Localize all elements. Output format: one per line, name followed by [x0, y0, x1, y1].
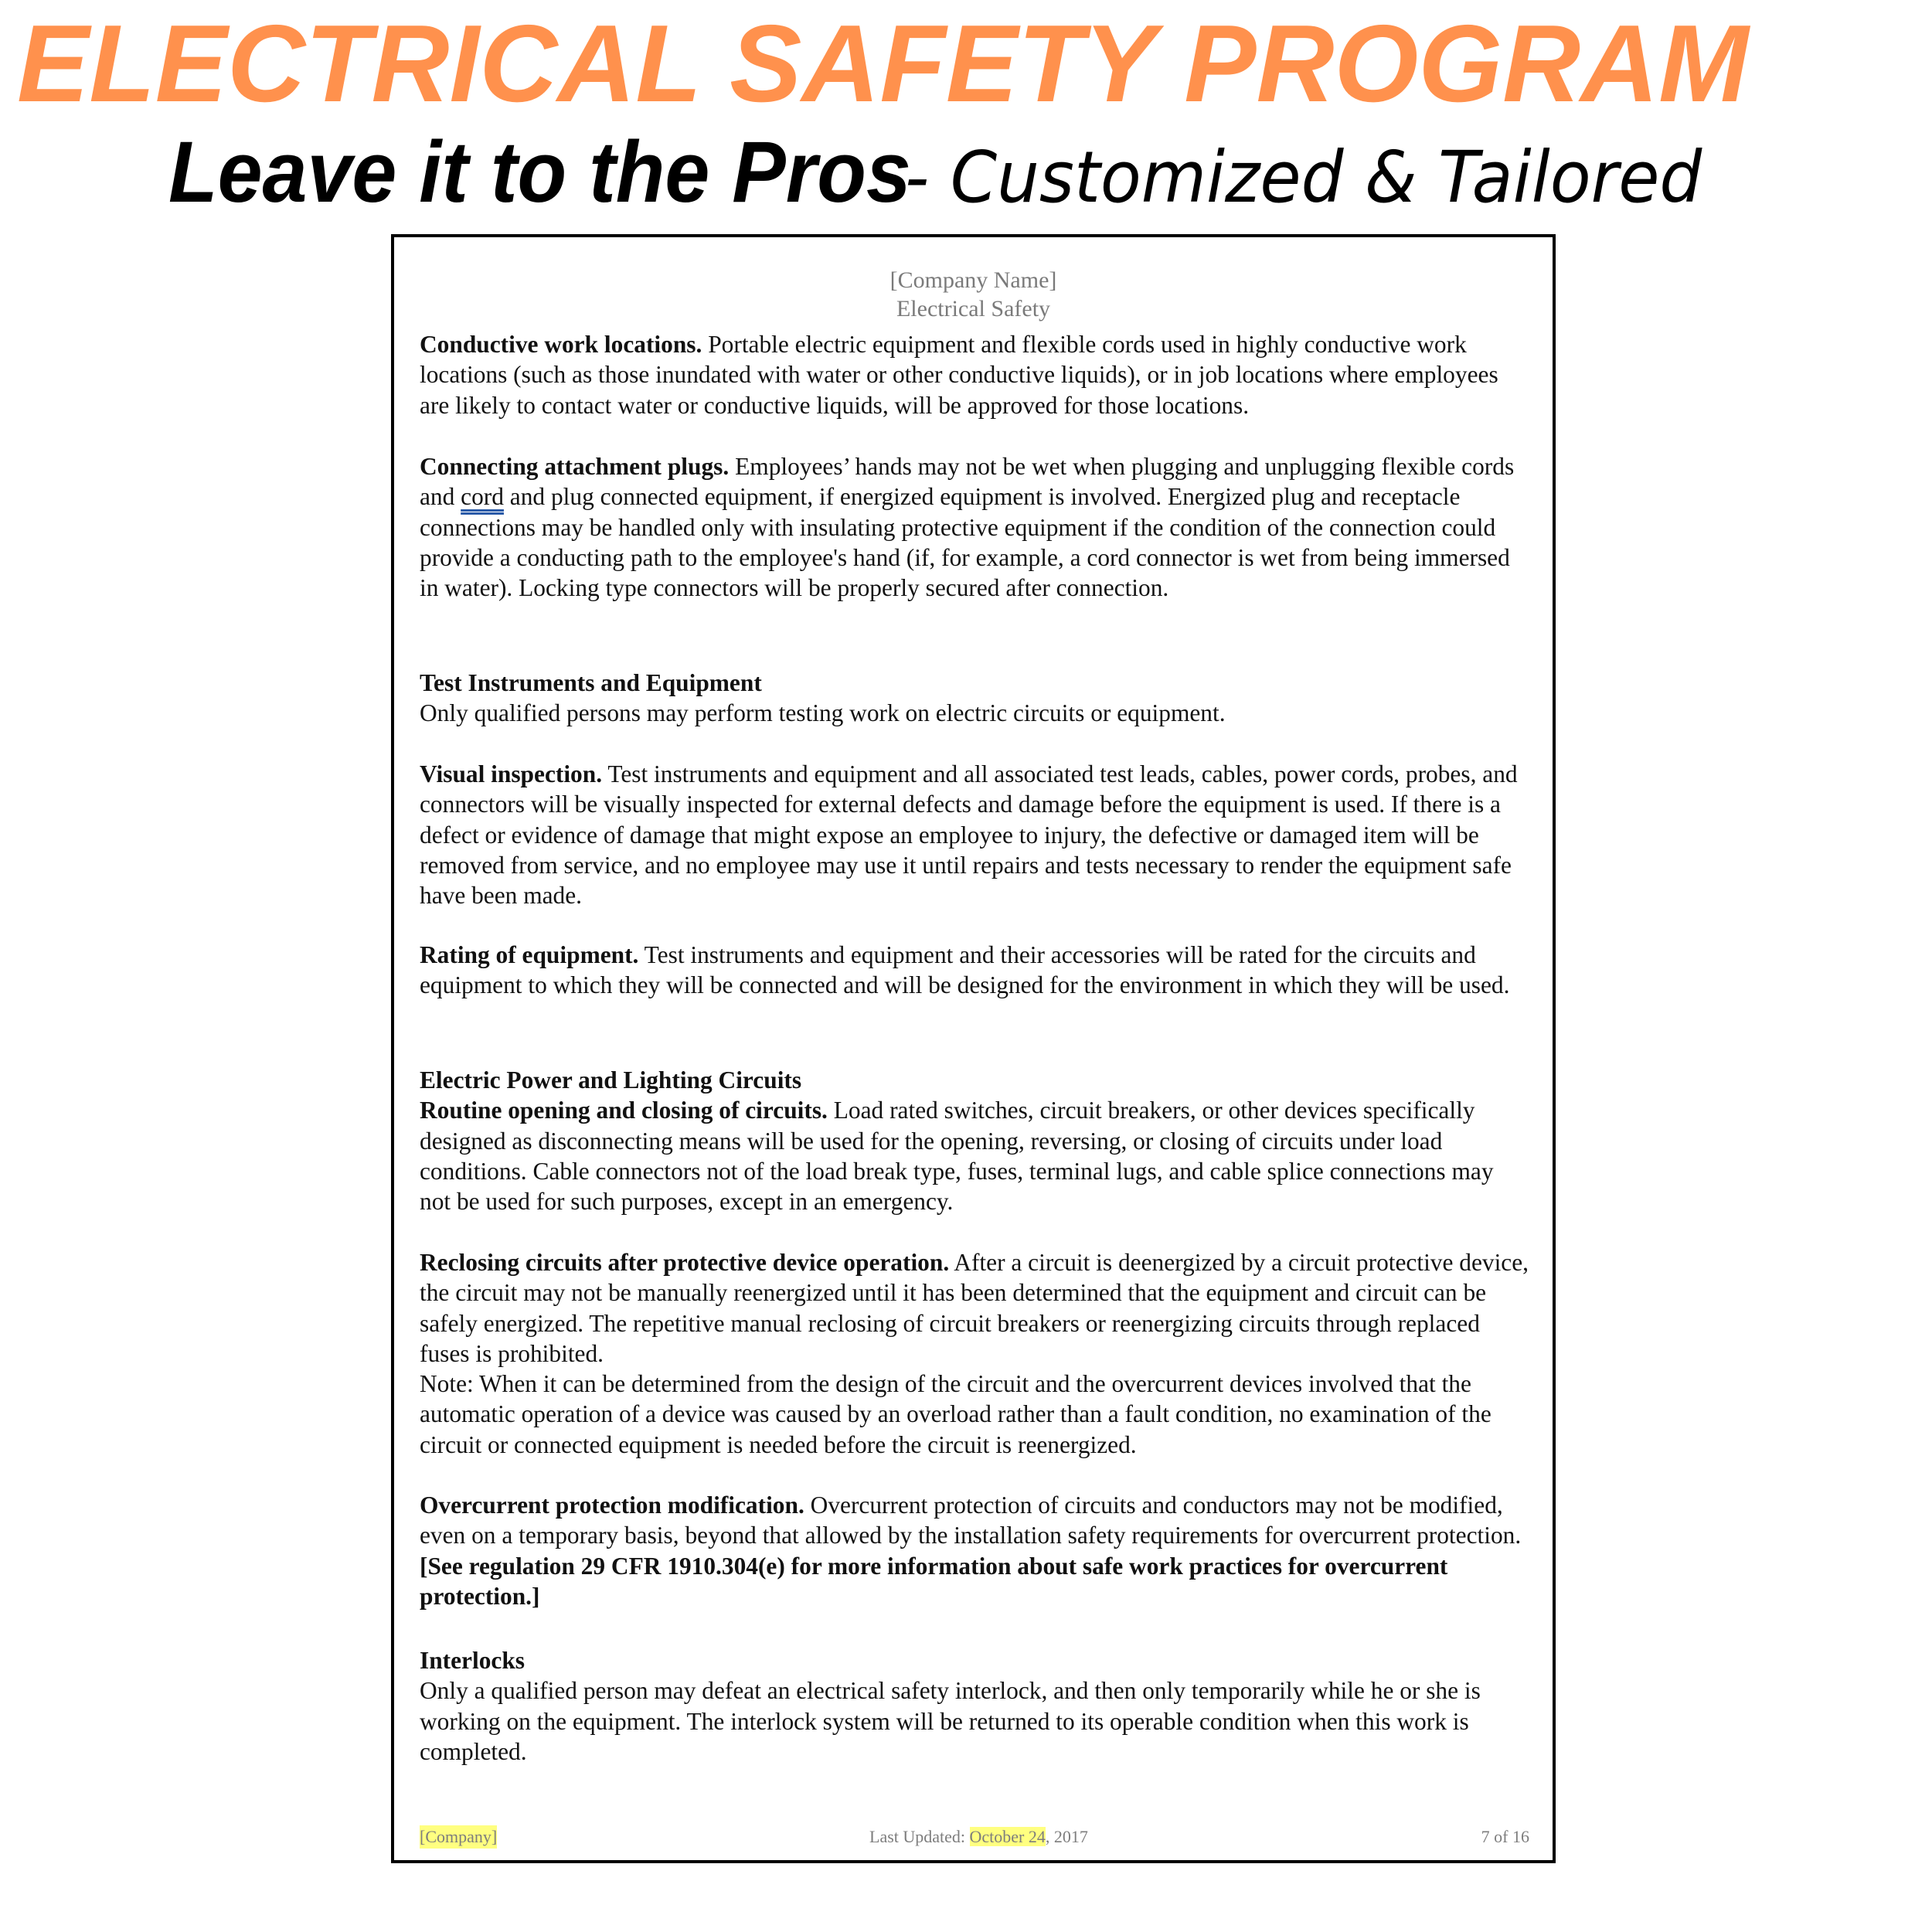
section-rating-of-equipment	[420, 940, 1529, 1001]
section-text: Employees’ hands may not be wet when plugging and unplugging flexible cords and	[420, 453, 1515, 511]
section-interlocks	[420, 1645, 1529, 1767]
section-text: Test instruments and equipment and all associated test leads, cables, power cords, probes, and connectors will be visually inspected for external defects and damage before the equipment is used. If there is a defect or evidence of damage that might expose an employee to injury, the defective or damaged item will be removed from service, and no employee may use it until repairs and tests necessary to render the equipment safe have been made.	[420, 760, 1518, 910]
section-heading: Interlocks	[420, 1647, 526, 1674]
section-electric-power-lighting	[420, 1065, 1529, 1216]
section-reclosing-circuits	[420, 1247, 1529, 1460]
footer-last-updated	[869, 1825, 1088, 1849]
section-lead: Overcurrent protection modification.	[420, 1492, 804, 1519]
grammar-flagged-word[interactable]: cord	[461, 483, 504, 511]
section-overcurrent-protection	[420, 1490, 1529, 1611]
section-heading: Test Instruments and Equipment	[420, 669, 762, 696]
section-heading: Electric Power and Lighting Circuits	[420, 1066, 802, 1094]
doc-footer	[420, 1825, 1529, 1849]
banner-tagline	[168, 122, 1753, 249]
section-text: Only a qualified person may defeat an electrical safety interlock, and then only temporarily while he or she is working on the equipment. The interlock system will be returned to its operable condition when this work is completed.	[420, 1677, 1481, 1765]
company-name-placeholder: [Company Name]	[889, 267, 1057, 293]
section-lead: Rating of equipment.	[420, 941, 639, 968]
section-text: Overcurrent protection of circuits and conductors may not be modified, even on a temporary basis, beyond that allowed by the installation safety requirements for overcurrent protection.	[420, 1492, 1522, 1549]
section-note: Note: When it can be determined from the design of the circuit and the overcurrent devices involved that the automatic operation of a device was caused by an overload rather than a fault condition, no examination of the circuit or connected equipment is needed before the circuit is reenergized.	[420, 1370, 1492, 1458]
section-text: After a circuit is deenergized by a circuit protective device, the circuit may not be manually reenergized until it has been determined that the equipment and circuit can be safely energized. The repetitive manual reclosing of circuit breakers or reenergizing circuits through replaced fuses is prohibited.	[420, 1249, 1529, 1367]
doc-header	[394, 267, 1553, 323]
tagline-light: - Customized & Tailored	[905, 136, 1702, 219]
section-test-instruments	[420, 668, 1529, 729]
footer-page-indicator: 7 of 16	[1481, 1827, 1529, 1846]
last-updated-label: Last Updated:	[869, 1827, 970, 1846]
last-updated-year: , 2017	[1045, 1827, 1088, 1846]
section-lead: Reclosing circuits after protective device operation.	[420, 1249, 950, 1276]
banner-title: ELECTRICAL SAFETY PROGRAM	[17, 2, 1749, 125]
section-lead: Connecting attachment plugs.	[420, 453, 730, 480]
section-lead: Routine opening and closing of circuits.	[420, 1097, 828, 1124]
section-text: Test instruments and equipment and their accessories will be rated for the circuits and equipment to which they will be connected and will be designed for the environment in which they will be used.	[420, 941, 1510, 999]
section-lead: Conductive work locations.	[420, 331, 702, 358]
section-text-cont: and plug connected equipment, if energized equipment is involved. Energized plug and receptacle connections may be handled only with insulating protective equipment if the condition of the connection could provide a conducting path to the employee's hand (if, for example, a cord connector is wet from being immersed in water). Locking type connectors will be properly secured after connection.	[420, 483, 1510, 602]
doc-title: Electrical Safety	[896, 295, 1051, 321]
regulation-reference: [See regulation 29 CFR 1910.304(e) for more information about safe work practices for overcurrent protection.]	[420, 1552, 1448, 1610]
section-text: Load rated switches, circuit breakers, or other devices specifically designed as disconnecting means will be used for the opening, reversing, or closing of circuits under load conditions. Cable connectors not of the load break type, fuses, terminal lugs, and cable splice connections may not be used for such purposes, except in an emergency.	[420, 1097, 1494, 1216]
section-conductive-work-locations	[420, 329, 1529, 420]
tagline-strong: Leave it to the Pros	[168, 124, 911, 220]
section-text: Portable electric equipment and flexible cords used in highly conductive work locations (such as those inundated with water or other conductive liquids), or in job locations where employees are likely to contact water or conductive liquids, will be approved for those locations.	[420, 331, 1498, 419]
section-connecting-attachment-plugs	[420, 451, 1529, 603]
footer-company: [Company]	[420, 1825, 497, 1849]
section-text: Only qualified persons may perform testing work on electric circuits or equipment.	[420, 699, 1226, 727]
last-updated-date: October 24	[969, 1827, 1046, 1846]
section-lead: Visual inspection.	[420, 760, 603, 787]
document-page	[391, 234, 1556, 1863]
section-visual-inspection	[420, 759, 1529, 910]
